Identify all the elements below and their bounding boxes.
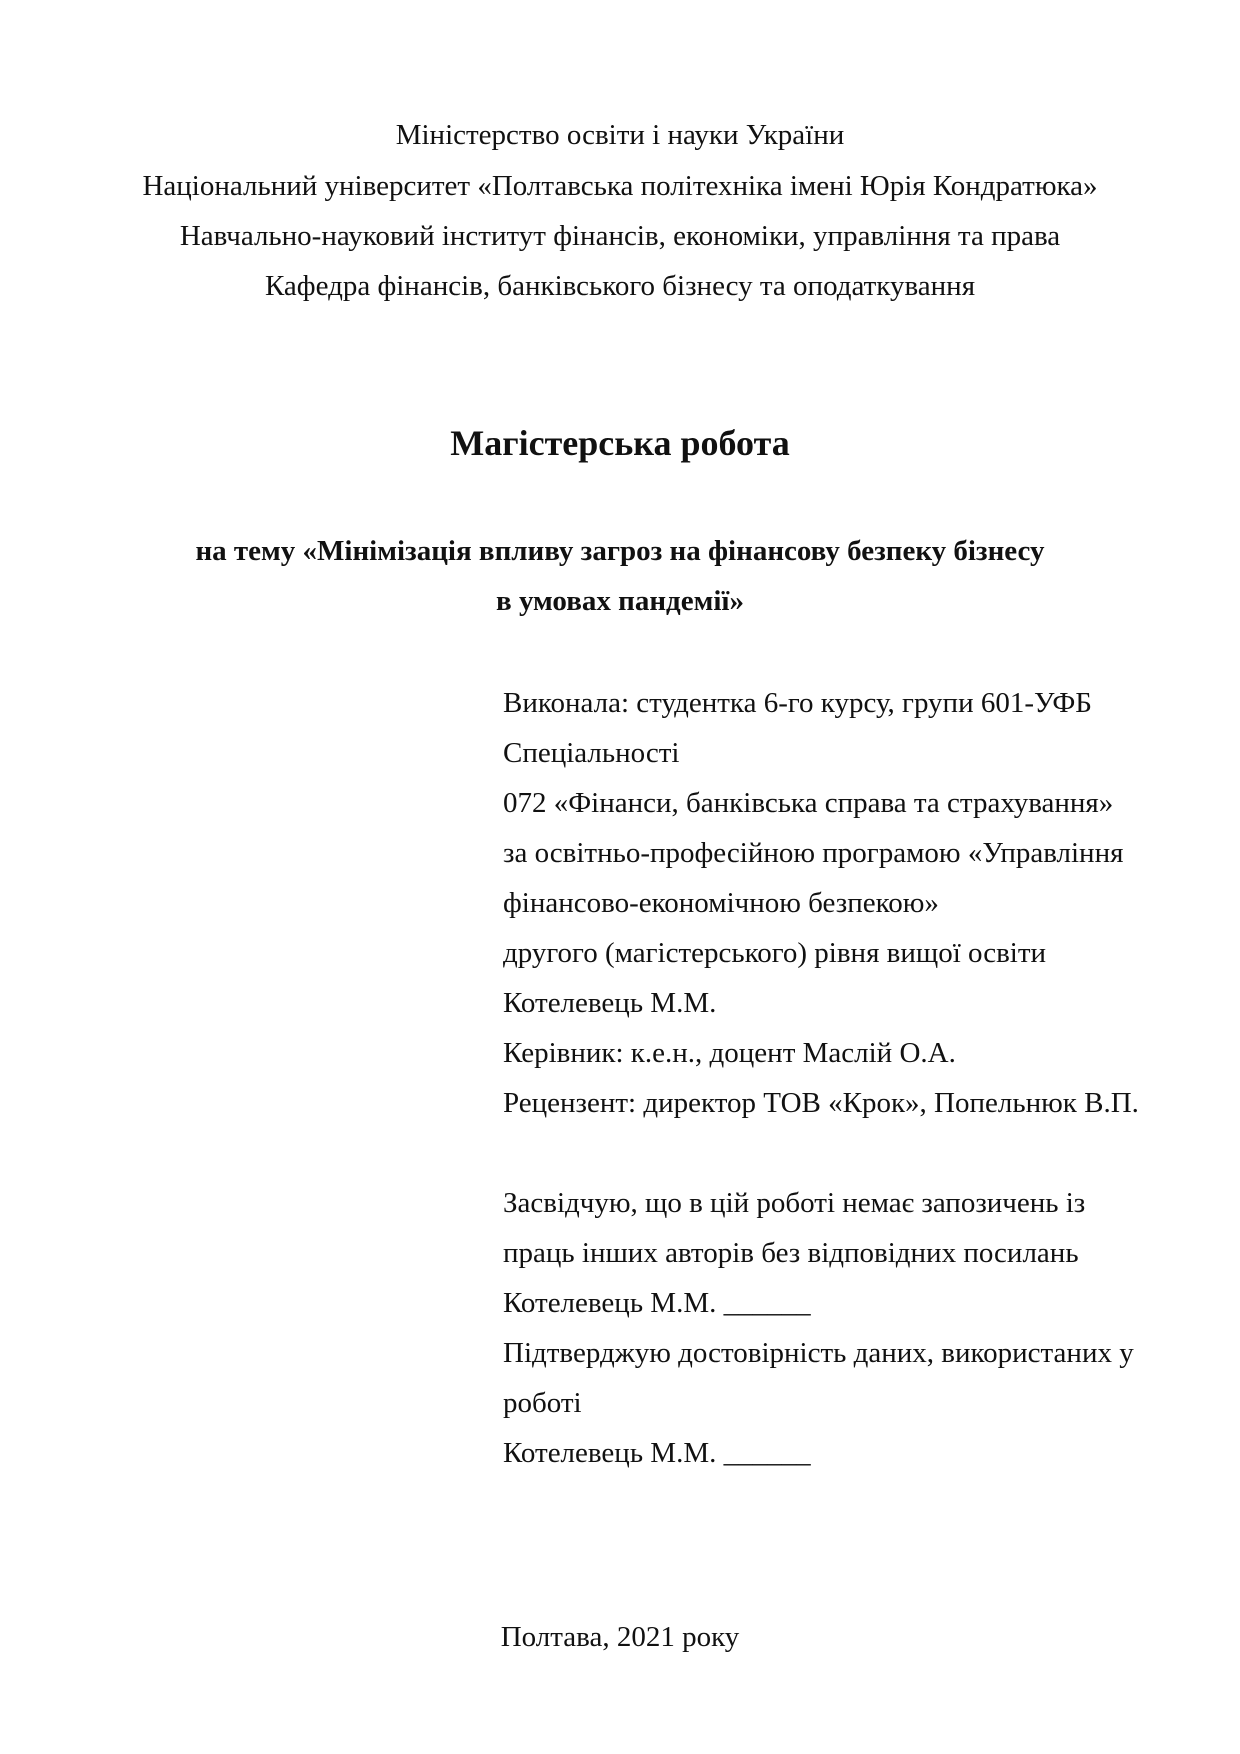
certification-line-2: праць інших авторів без відповідних посилань xyxy=(503,1237,1079,1269)
department-line: Кафедра фінансів, банківського бізнесу та оподаткування xyxy=(264,270,976,302)
signature-line-2: Котелевець М.М. ______ xyxy=(503,1437,811,1469)
student-name: Котелевець М.М. xyxy=(503,987,717,1019)
program-line-2: фінансово-економічною безпекою» xyxy=(503,887,939,919)
institute-line: Навчально-науковий інститут фінансів, економіки, управління та права xyxy=(179,220,1061,252)
performed-by: Виконала: студентка 6-го курсу, групи 601-УФБ xyxy=(503,687,1092,719)
place-and-year: Полтава, 2021 року xyxy=(500,1621,740,1653)
ministry-line: Міністерство освіти і науки України xyxy=(395,119,845,151)
theme-line-1: на тему «Мінімізація впливу загроз на фінансову безпеку бізнесу xyxy=(195,535,1045,567)
confirmation-line-2: роботі xyxy=(503,1387,582,1419)
supervisor: Керівник: к.е.н., доцент Маслій О.А. xyxy=(503,1037,956,1069)
theme-line-2: в умовах пандемії» xyxy=(496,585,744,617)
certification-line-1: Засвідчую, що в цій роботі немає запозичень із xyxy=(503,1187,1086,1219)
signature-line-1: Котелевець М.М. ______ xyxy=(503,1287,811,1319)
specialty-label: Спеціальності xyxy=(503,737,680,769)
education-level: другого (магістерського) рівня вищої освіти xyxy=(503,937,1047,969)
program-line-1: за освітньо-професійною програмою «Управління xyxy=(503,837,1124,869)
reviewer: Рецензент: директор ТОВ «Крок», Попельнюк В.П. xyxy=(503,1087,1139,1119)
document-title: Магістерська робота xyxy=(450,423,790,463)
confirmation-line-1: Підтверджую достовірність даних, використаних у xyxy=(503,1337,1134,1369)
university-line: Національний університет «Полтавська політехніка імені Юрія Кондратюка» xyxy=(142,170,1098,202)
specialty: 072 «Фінанси, банківська справа та страхування» xyxy=(503,787,1114,819)
